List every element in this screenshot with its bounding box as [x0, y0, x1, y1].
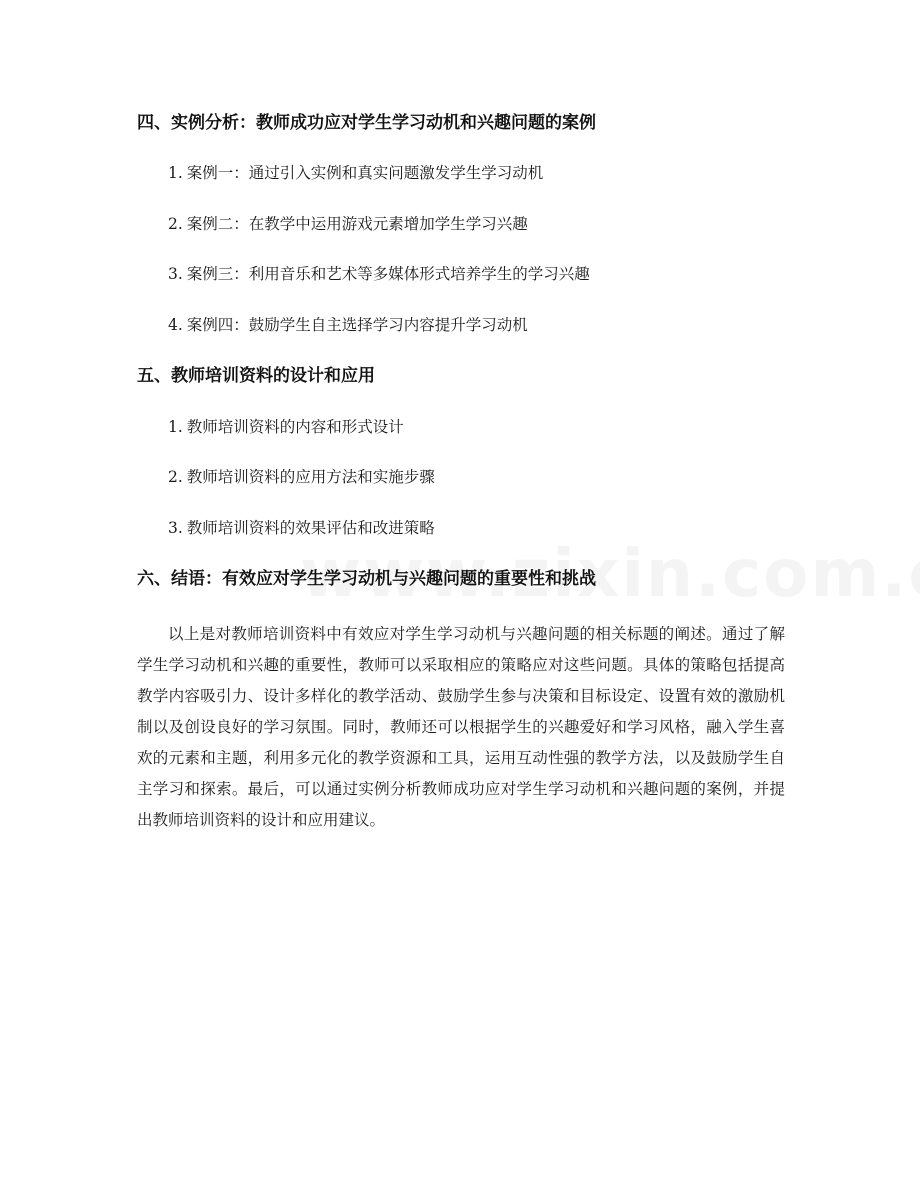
item-number: 1.	[168, 418, 183, 436]
item-text: 案例三：利用音乐和艺术等多媒体形式培养学生的学习兴趣	[186, 265, 590, 283]
item-text: 教师培训资料的应用方法和实施步骤	[186, 468, 435, 486]
item-number: 4.	[168, 316, 183, 334]
item-text: 教师培训资料的效果评估和改进策略	[186, 519, 435, 537]
item-text: 案例二：在教学中运用游戏元素增加学生学习兴趣	[186, 215, 528, 233]
list-item	[168, 465, 435, 489]
item-text: 案例四：鼓励学生自主选择学习内容提升学习动机	[186, 316, 528, 334]
item-number: 2.	[168, 215, 183, 233]
list-item	[168, 516, 435, 540]
list-item	[168, 262, 590, 286]
list-item	[168, 313, 528, 337]
section-heading-5: 五、教师培训资料的设计和应用	[137, 366, 375, 386]
section-heading-6: 六、结语：有效应对学生学习动机与兴趣问题的重要性和挑战	[137, 569, 596, 589]
item-number: 2.	[168, 468, 183, 486]
list-item	[168, 415, 404, 439]
list-item	[168, 212, 528, 236]
item-number: 3.	[168, 519, 183, 537]
section-heading-4: 四、实例分析：教师成功应对学生学习动机和兴趣问题的案例	[137, 113, 596, 133]
item-number: 1.	[168, 164, 183, 182]
conclusion-paragraph: 以上是对教师培训资料中有效应对学生学习动机与兴趣问题的相关标题的阐述。通过了解学生学习动机和兴趣的重要性，教师可以采取相应的策略应对这些问题。具体的策略包括提高教学内容吸引力、设计多样化的教学活动、鼓励学生参与决策和目标设定、设置有效的激励机制以及创设良好的学习氛围。同时，教师还可以根据学生的兴趣爱好和学习风格，融入学生喜欢的元素和主题，利用多元化的教学资源和工具，运用互动性强的教学方法，以及鼓励学生自主学习和探索。最后，可以通过实例分析教师成功应对学生学习动机和兴趣问题的案例，并提出教师培训资料的设计和应用建议。	[137, 625, 785, 829]
list-item	[168, 161, 543, 185]
item-number: 3.	[168, 265, 183, 283]
item-text: 教师培训资料的内容和形式设计	[186, 418, 404, 436]
item-text: 案例一：通过引入实例和真实问题激发学生学习动机	[186, 164, 544, 182]
